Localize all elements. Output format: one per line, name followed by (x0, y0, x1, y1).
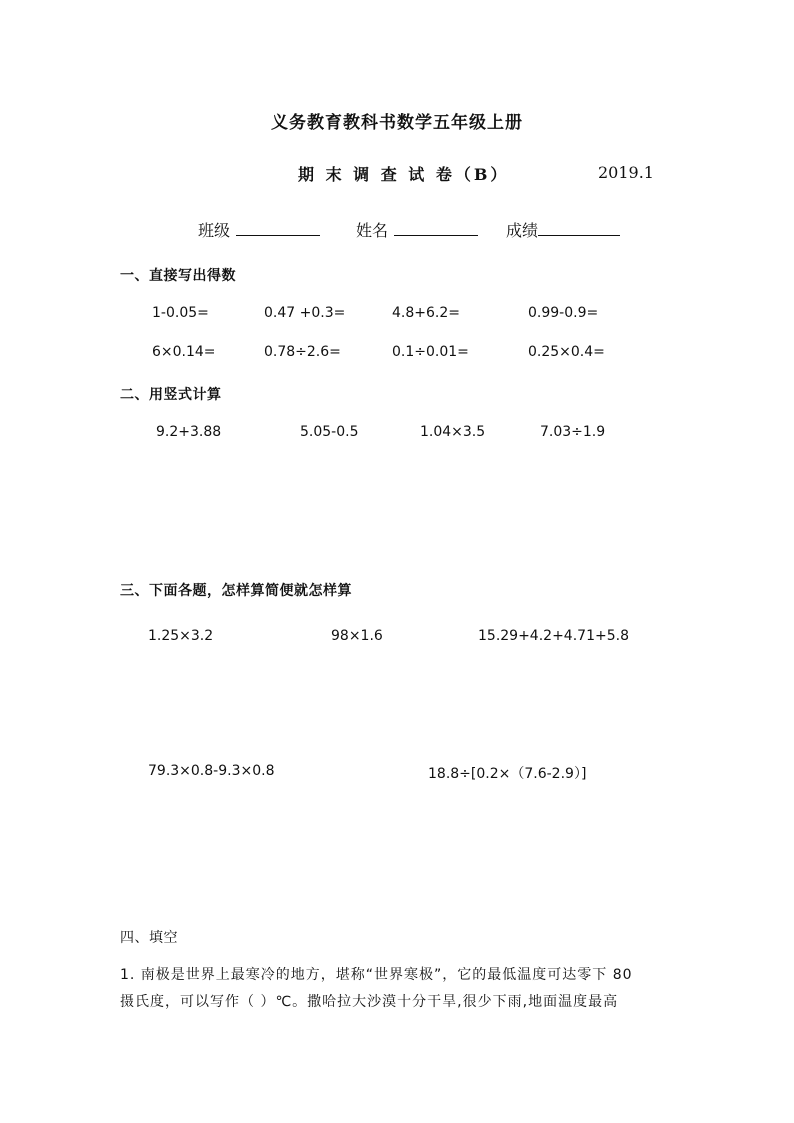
section-3-heading: 三、下面各题，怎样算简便就怎样算 (120, 583, 352, 599)
score-label: 成绩 (506, 221, 539, 240)
s1-problem: 0.1÷0.01= (392, 344, 469, 360)
s2-problem: 7.03÷1.9 (540, 424, 606, 440)
section-4-heading: 四、填空 (120, 930, 178, 946)
name-blank (394, 219, 478, 236)
class-label: 班级 (198, 221, 231, 240)
s2-problem: 1.04×3.5 (420, 424, 486, 440)
s1-problem: 6×0.14= (152, 344, 216, 360)
s1-problem: 0.25×0.4= (528, 344, 605, 360)
s1-problem: 0.78÷2.6= (264, 344, 341, 360)
s2-problem: 9.2+3.88 (156, 424, 222, 440)
class-field (198, 218, 320, 241)
s3-problem: 1.25×3.2 (148, 628, 214, 644)
s3-problem: 18.8÷[0.2×（7.6-2.9）] (428, 766, 587, 782)
name-field (356, 218, 478, 241)
exam-subtitle: 期 末 调 查 试 卷（B） (298, 165, 510, 184)
s1-problem: 0.47 +0.3= (264, 305, 346, 321)
question-line: 摄氏度，可以写作（ ）℃。撒哈拉大沙漠十分干旱,很少下雨,地面温度最高 (120, 994, 619, 1010)
s1-problem: 4.8+6.2= (392, 305, 460, 321)
s2-problem: 5.05-0.5 (300, 424, 359, 440)
s3-problem: 15.29+4.2+4.71+5.8 (478, 628, 629, 644)
exam-date: 2019.1 (598, 163, 654, 182)
question-line: 1. 南极是世界上最寒冷的地方，堪称“世界寒极”，它的最低温度可达零下 80 (120, 967, 633, 983)
score-blank (538, 219, 620, 236)
fill-question-1 (120, 962, 680, 1016)
s1-problem: 1-0.05= (152, 305, 209, 321)
name-label: 姓名 (356, 221, 389, 240)
s3-problem: 98×1.6 (331, 628, 383, 644)
score-field (506, 218, 620, 241)
class-blank (236, 219, 320, 236)
s3-problem: 79.3×0.8-9.3×0.8 (148, 763, 275, 779)
s1-problem: 0.99-0.9= (528, 305, 599, 321)
section-1-heading: 一、直接写出得数 (120, 268, 236, 284)
document-title: 义务教育教科书数学五年级上册 (271, 113, 523, 133)
section-2-heading: 二、用竖式计算 (120, 387, 222, 403)
